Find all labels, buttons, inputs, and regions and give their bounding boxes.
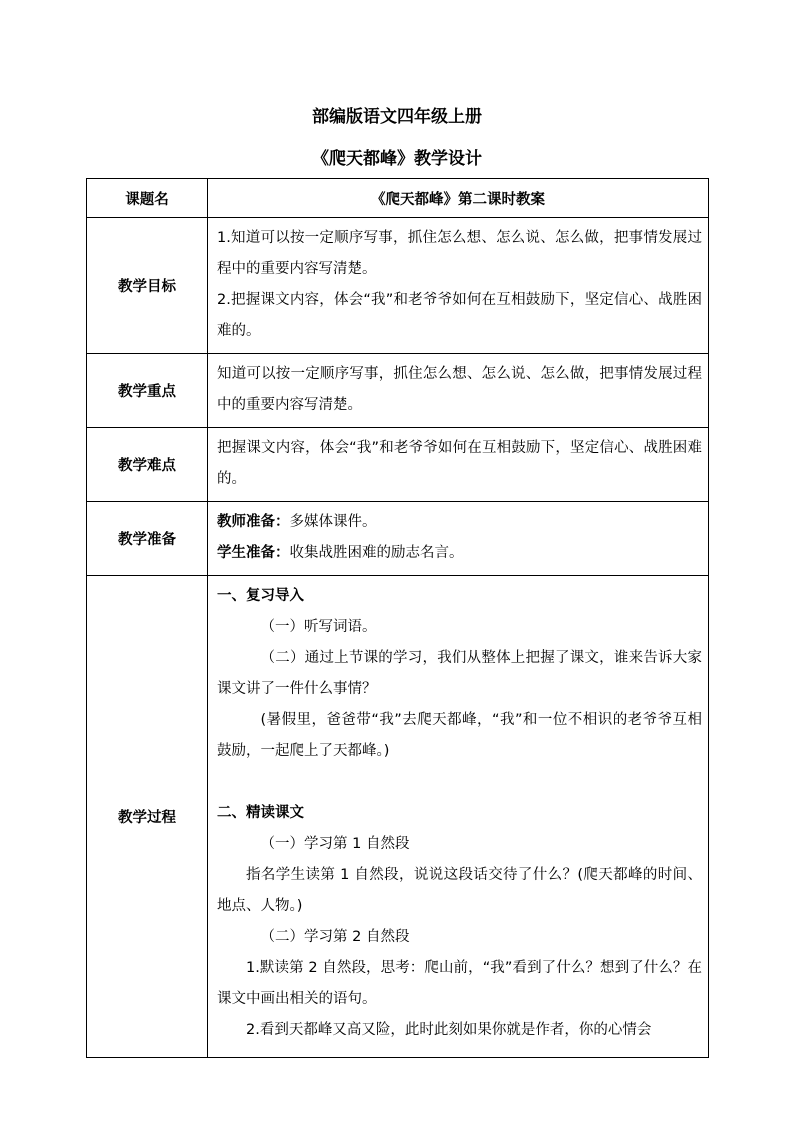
process-paragraph: 1.默读第 2 自然段，思考：爬山前，“我”看到了什么？想到了什么？在课文中画出相关的语句。 bbox=[217, 960, 702, 1007]
document-subtitle: 《爬天都峰》教学设计 bbox=[312, 149, 482, 169]
process-paragraph: （一）学习第 1 自然段 bbox=[260, 836, 410, 852]
teacher-preparation-label: 教师准备： bbox=[217, 514, 290, 530]
student-preparation bbox=[217, 538, 702, 569]
process-paragraph: （二）学习第 2 自然段 bbox=[260, 929, 410, 945]
goal-item: 2.把握课文内容，体会“我”和老爷爷如何在互相鼓励下，坚定信心、战胜困难的。 bbox=[217, 292, 702, 339]
process-content bbox=[208, 576, 709, 1058]
key-points-label: 教学重点 bbox=[87, 354, 208, 428]
process-paragraph: 指名学生读第 1 自然段，说说这段话交待了什么？(爬天都峰的时间、地点、人物。) bbox=[217, 867, 702, 914]
goals-label: 教学目标 bbox=[87, 218, 208, 354]
table-row-preparation bbox=[87, 502, 709, 576]
difficulties-label: 教学难点 bbox=[87, 428, 208, 502]
document-title: 部编版语文四年级上册 bbox=[312, 107, 482, 127]
table-row-difficulties bbox=[87, 428, 709, 502]
table-row-process bbox=[87, 576, 709, 1058]
table-row-header bbox=[87, 179, 709, 218]
difficulties-content bbox=[208, 428, 709, 502]
preparation-content bbox=[208, 502, 709, 576]
blank-line bbox=[217, 767, 702, 798]
process-paragraph: （一）听写词语。 bbox=[260, 619, 377, 635]
header-value: 《爬天都峰》第二课时教案 bbox=[208, 179, 709, 218]
process-paragraph: (暑假里，爸爸带“我”去爬天都峰，“我”和一位不相识的老爷爷互相鼓励，一起爬上了天都峰。) bbox=[217, 712, 702, 759]
process-label: 教学过程 bbox=[87, 576, 208, 1058]
student-preparation-text: 收集战胜困难的励志名言。 bbox=[289, 545, 464, 561]
difficulties-text: 把握课文内容，体会“我”和老爷爷如何在互相鼓励下，坚定信心、战胜困难的。 bbox=[217, 440, 702, 487]
teacher-preparation bbox=[217, 507, 702, 538]
header-label: 课题名 bbox=[87, 179, 208, 218]
process-paragraph: 2.看到天都峰又高又险，此时此刻如果你就是作者，你的心情会 bbox=[246, 1022, 652, 1038]
section-2-title: 二、精读课文 bbox=[217, 805, 304, 821]
teacher-preparation-text: 多媒体课件。 bbox=[289, 514, 377, 530]
goal-item: 1.知道可以按一定顺序写事，抓住怎么想、怎么说、怎么做，把事情发展过程中的重要内容写清楚。 bbox=[217, 230, 702, 277]
key-points-content bbox=[208, 354, 709, 428]
key-points-text: 知道可以按一定顺序写事，抓住怎么想、怎么说、怎么做，把事情发展过程中的重要内容写清楚。 bbox=[217, 366, 702, 413]
goals-content bbox=[208, 218, 709, 354]
process-paragraph: （二）通过上节课的学习，我们从整体上把握了课文，谁来告诉大家课文讲了一件什么事情？ bbox=[217, 650, 702, 697]
lesson-plan-table bbox=[86, 178, 709, 1058]
table-row-goals bbox=[87, 218, 709, 354]
preparation-label: 教学准备 bbox=[87, 502, 208, 576]
section-1-title: 一、复习导入 bbox=[217, 588, 304, 604]
student-preparation-label: 学生准备： bbox=[217, 545, 290, 561]
table-row-key-points bbox=[87, 354, 709, 428]
